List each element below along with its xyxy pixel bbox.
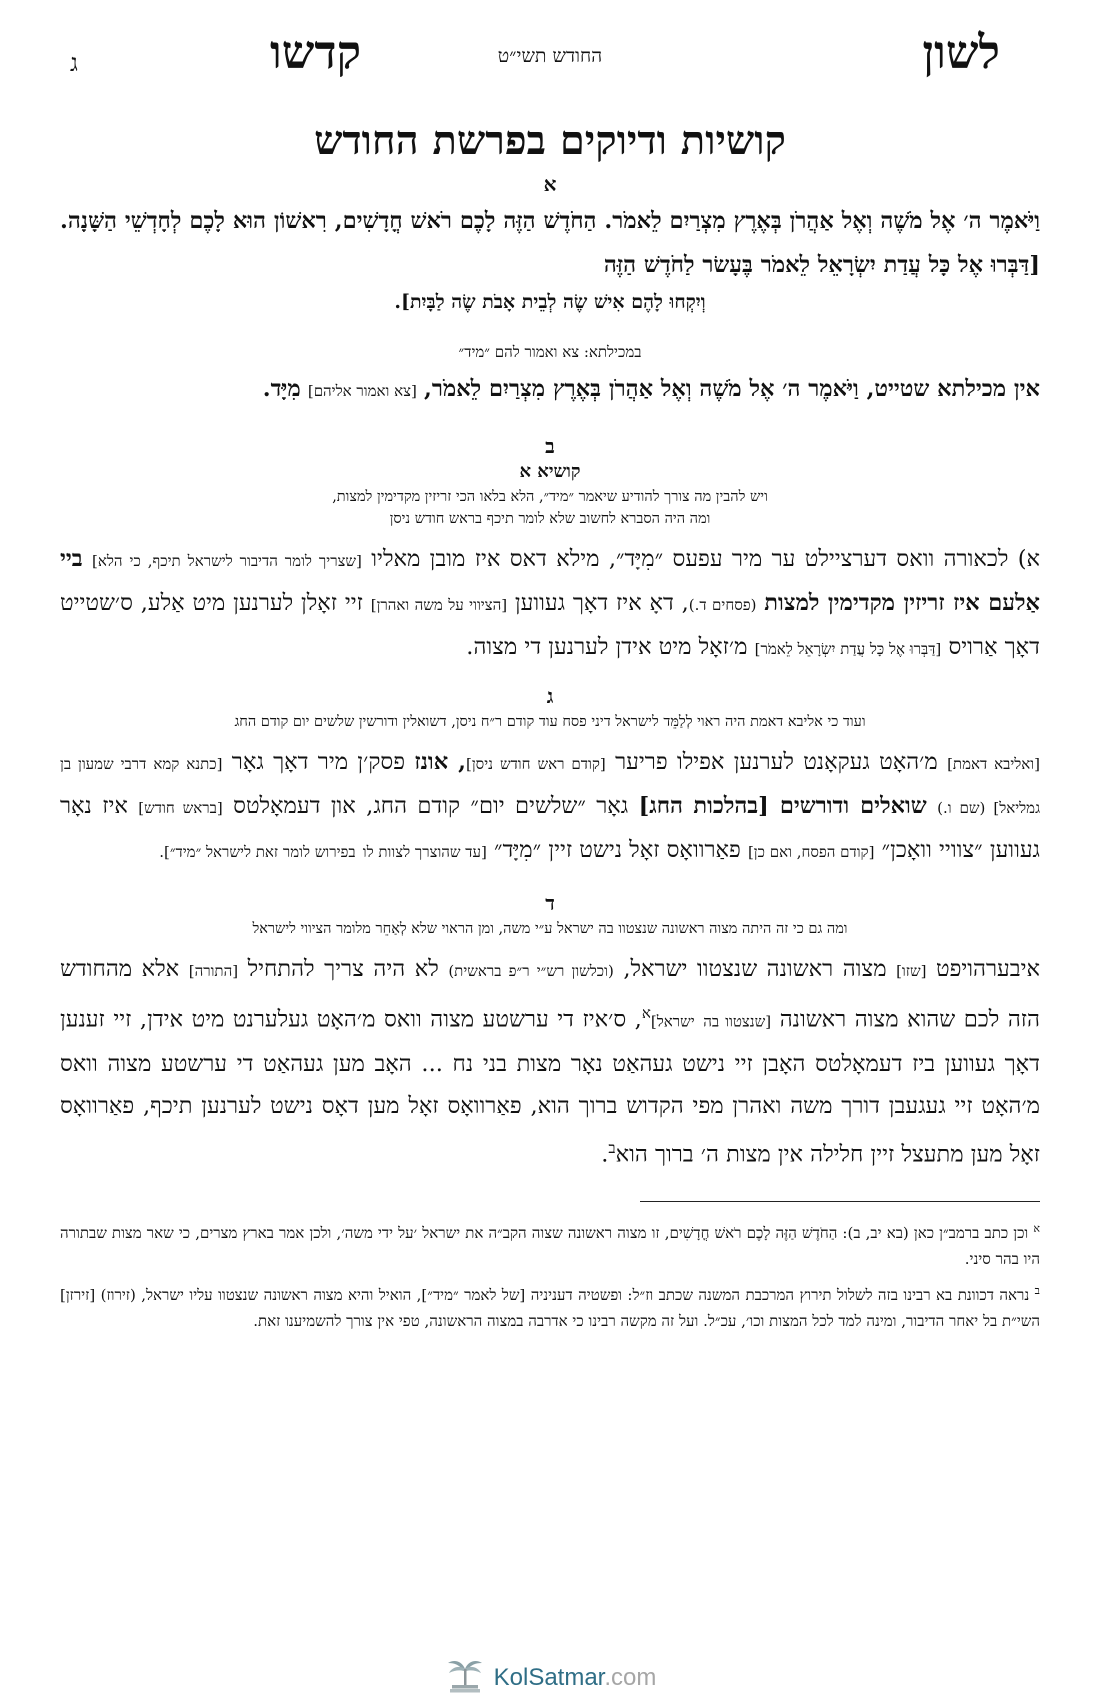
footnote-ref-a[interactable]: א <box>641 1004 651 1022</box>
g-text-3: גאָר ״שלשים יום״ קודם החג, און דעמאָלטס <box>233 793 629 819</box>
kushya-title: קושיא א <box>519 461 581 482</box>
page-number: ג <box>70 49 78 77</box>
section-letter-b: ב <box>545 434 555 458</box>
g-text-2: פסק׳ן מיר דאָך גאָר <box>231 749 405 775</box>
kushya-intro-line-2: ומה היה הסברא לחשוב שלא לומר תיכף בראש חודש ניסן <box>389 511 711 527</box>
d-bracket-1: [שזו] <box>896 962 927 980</box>
pasuk-text: וַיֹּאמֶר ה׳ אֶל מֹשֶׁה וְאֶל אַהֲרֹן בְּאֶרֶץ מִצְרַיִם לֵאמֹר. הַחֹדֶשׁ הַזֶּה לָכֶם רֹאשׁ חֳדָשִׁים, רִאשׁוֹן הוּא לָכֶם לְחָדְשֵׁי הַשָּׁנָה. [דַּבְּרוּ אֶל כָּל עֲדַת יִשְׂרָאֵל לֵאמֹר בֶּעָשׂר לַחֹדֶשׁ הַזֶּה <box>60 208 1040 278</box>
mechilta-label: במכילתא: צא ואמור להם ״מיד״ <box>458 343 642 361</box>
g-bracket-7: בפירוש לומר זאת לישראל ״מיד״]. <box>159 843 356 861</box>
footnote-divider <box>640 1201 1040 1202</box>
footnote-mark-b: ב <box>1034 1284 1040 1297</box>
b-bracket-1: [שצריך לומר הדיבור לישראל תיכף, כי הלא] <box>92 552 362 570</box>
section-letter-g: ג <box>546 684 554 708</box>
watermark-kol: KolSatmar <box>493 1663 605 1691</box>
d-text-3: לא <box>414 956 439 982</box>
b-text-1: א) לכאורה וואס דערציילט ער מיר עפעס ״מִיָּד״, מילא דאס איז מובן מאליו <box>371 546 1041 572</box>
g-bracket-6: [עד שהוצרך לצוות לו <box>362 843 487 861</box>
mechilta-bracket: [צא ואמור אליהם] <box>307 382 417 400</box>
d-text-6: , ס׳איז די ערשטע מצוה וואס מ׳האָט געלערנט מיט אידן, זיי זענען דאָך <box>60 1006 1041 1077</box>
header-title-right: לשון <box>922 25 1000 79</box>
palm-tree-books-icon <box>444 1655 486 1702</box>
d-text-11: . <box>601 1141 609 1167</box>
section-g-intro: ועוד כי אליבא דאמת היה ראוי לְלַמֵּד לישראל דיני פסח עוד קודם ר״ח ניסן, דשואלין ודורשין שלשים יום קודם החג <box>234 714 866 730</box>
g-text-6: פאַרוואָס זאָל נישט זיין ״מִיָּד״ <box>494 837 741 863</box>
page-title: קושיות ודיוקים בפרשת החודש <box>314 117 786 164</box>
b-text-5: מ׳זאָל מיט אידן לערנען די מצוה. <box>466 634 748 660</box>
b-ref: (פסחים ד.) <box>688 596 757 614</box>
g-bold-1: , אונז <box>414 749 466 775</box>
mechilta-end: מִיָּד. <box>262 376 301 402</box>
kushya-intro <box>60 486 1040 530</box>
d-text-10: אין מצות ה׳ ברוך הוא <box>615 1141 803 1167</box>
b-text-2: דאָ איז דאָך געווען <box>514 590 674 616</box>
mechilta-text: אין מכילתא שטייט, וַיֹּאמֶר ה׳ אֶל מֹשֶׁה וְאֶל אַהֲרֹן בְּאֶרֶץ מִצְרַיִם לֵאמֹר, <box>423 376 1040 402</box>
section-b-paragraph: א) לכאורה וואס דערציילט ער מיר עפעס ״מִיָּד״, מילא דאס איז מובן מאליו [שצריך לומר הדיבור לישראל תיכף, כי הלא] ביי אַלעם איז זריזין מקדימין למצות (פסחים ד.), דאָ איז דאָך געווען [הציווי על משה ואהרן] זיי זאָלן לערנען מיט אַלע, ס׳שטייט דאָך אַרויס [דַּבְּרוּ אֶל כָּל עֲדַת יִשְׂרָאֵל לֵאמֹר] מ׳זאָל מיט אידן לערנען די מצוה. <box>60 546 1041 660</box>
g-bold-2: שואלים ודורשים [בהלכות <box>693 793 927 819</box>
d-text-8: די ערשטע מצוה וואס מ׳האָט זיי געגעבן דורך משה ואהרן מפי הקדוש ברוך הוא, <box>60 1050 1041 1119</box>
header-title-left: קדשו <box>270 25 362 79</box>
footnote-text-a: וכן כתב ברמב״ן כאן (בא יב, ב): הַחֹדֶשׁ הַזֶּה לָכֶם רֹאשׁ חֳדָשִׁים, זו מצוה ראשונה שצוה הקב״ה את ישראל ׳על ידי משה׳, ולכן אמר בארץ מצרים, כי שאר מצות שבתורה היו בהר סיני. <box>60 1224 1040 1268</box>
footnote-a <box>60 1216 1040 1272</box>
section-g-paragraph <box>60 741 1040 873</box>
kushya-intro-line-1: ויש להבין מה צורך להודיע שיאמר ״מיד״, הלא בלאו הכי זריזין מקדימין למצות, <box>332 489 768 505</box>
pasuk-block <box>60 199 1040 317</box>
d-bracket-5: ישראל] <box>650 1012 695 1031</box>
g-bracket-3: [כתנא קמא דרבי שמעון בן גמליאל] (שם ו.) <box>60 755 1041 817</box>
section-letter-d: ד <box>545 891 555 915</box>
g-text-1: מ׳האָט געקאָנט לערנען אפילו פריער <box>615 749 938 775</box>
d-text-4: היה צריך להתחיל <box>247 956 406 982</box>
watermark-com: .com <box>604 1663 657 1691</box>
g-bracket-2: [קודם ראש חודש ניסן] <box>466 755 606 773</box>
b-bracket-3: [דַּבְּרוּ אֶל כָּל עֲדַת יִשְׂרָאֵל לֵאמֹר] <box>754 640 942 658</box>
d-bracket-2: (וכלשון רש״י ר״פ בראשית) <box>448 962 614 980</box>
footnote-ref-b[interactable]: ב <box>608 1138 616 1157</box>
header-center-date: החודש תשי״ט <box>497 45 603 67</box>
g-bracket-4: [בראש חודש] <box>138 799 223 817</box>
page-header <box>60 25 1040 105</box>
footnote-text-b: נראה דכוונת בא רבינו בזה לשלול תירוץ המרכבת המשנה שכתב וז״ל: ופשטיה דעניניה [של לאמר ״מיד״], הואיל והיא מצוה ראשונה שנצטוו עליו ישראל, (זירוז) [זירזן] השי״ת בל יאחר הדיבור, ומינה למד לכל המצות וכו׳, עכ״ל. ועל זה מקשה רבינו כי אדרבה במצוה הראשונה, טפי אין צורך להשמיענו זאת. <box>60 1286 1040 1330</box>
watermark <box>0 1655 1100 1702</box>
g-text-5: ״צוויי וואָכן״ <box>881 837 983 863</box>
g-text-4: איז נאָר געווען <box>60 793 1040 863</box>
b-text-4: אַרויס <box>948 634 998 660</box>
d-bracket-3: [התורה] <box>188 962 239 980</box>
g-bracket-5: [קודם הפסח, ואם כן] <box>747 843 875 861</box>
pasuk-last-line: וְיִקְחוּ לָהֶם אִישׁ שֶׂה לְבֵית אָבֹת שֶׂה לַבָּיִת]. <box>394 291 706 313</box>
section-d-paragraph <box>60 948 1040 1175</box>
section-letter-a: א <box>543 172 557 196</box>
mechilta-paragraph <box>60 368 1040 412</box>
footnote-mark-a: א <box>1033 1222 1040 1235</box>
page <box>60 25 1040 1340</box>
d-text-2: מצוה ראשונה שנצטוו ישראל, <box>623 956 887 982</box>
b-bracket-2: [הציווי על משה ואהרן] <box>370 596 508 614</box>
d-bracket-4: [שנצטוו בה <box>703 1012 772 1031</box>
d-text-9: פאַרוואָס זאָל מען דאָס נישט לערנען תיכף, פאַרוואָס זאָל מען מתעצל זיין חלילה <box>60 1092 1040 1167</box>
d-text-5: אלא מהחודש הזה לכם שהוא מצוה ראשונה <box>60 956 1040 1033</box>
footnote-b <box>60 1278 1040 1334</box>
g-bracket-1: [ואליבא דאמת] <box>947 755 1040 773</box>
section-d-intro: ומה גם כי זה היתה מצוה ראשונה שנצטוו בה ישראל ע״י משה, ומן הראוי שלא לְאַחֵר מלומר הציווי לישראל <box>252 921 848 937</box>
d-text-7: געווען ביז דעמאָלטס האָבן זיי נישט געהאַט נאָר מצות בני נח ... האָב מען געהאַט <box>263 1050 995 1077</box>
b-text-3: זיי זאָלן לערנען מיט אַלע, ס׳שטייט דאָך <box>60 590 1040 660</box>
g-bold-3: החג] <box>638 793 683 819</box>
b-bold-1: ביי אַלעם איז זריזין מקדימין למצות <box>60 546 1040 616</box>
d-text-1: איבערהויפט <box>935 956 1040 982</box>
